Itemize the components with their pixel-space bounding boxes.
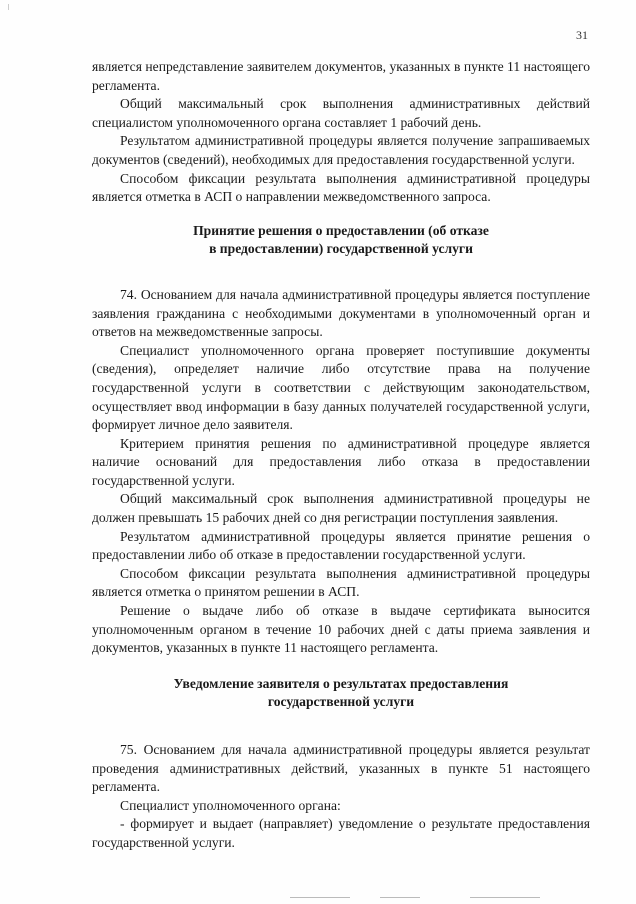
- paragraph-max-term: Общий максимальный срок выполнения административной процедуры не должен превышать 15 рабочих дней со дня регистрации поступления заявления.: [92, 491, 590, 526]
- section-heading-line: Уведомление заявителя о результатах предоставления: [173, 675, 509, 691]
- scan-artifact: [8, 4, 13, 10]
- paragraph-result: Результатом административной процедуры является получение запрашиваемых документов (сведений), необходимых для предоставления государственной услуги.: [92, 133, 590, 167]
- paragraph-list-item: - формирует и выдает (направляет) уведомление о результате предоставления государственной услуги.: [92, 816, 590, 850]
- section-heading-line: государственной услуги: [267, 694, 415, 710]
- paragraph-continuation: является непредставление заявителем документов, указанных в пункте 11 настоящего регламента.: [92, 59, 590, 93]
- section-heading-decision: [92, 222, 590, 259]
- page-content: [92, 58, 590, 853]
- scan-artifact: [470, 897, 540, 898]
- paragraph-specialist-intro: Специалист уполномоченного органа:: [120, 797, 341, 813]
- paragraph-75: 75. Основанием для начала административной процедуры является результат проведения административных действий, указанных в пункте 51 настоящего регламента.: [92, 742, 590, 795]
- scan-artifact: [380, 897, 420, 898]
- paragraph-max-term: Общий максимальный срок выполнения административных действий специалистом уполномоченного органа составляет 1 рабочий день.: [92, 96, 590, 130]
- paragraph-specialist: Специалист уполномоченного органа проверяет поступившие документы (сведения), определяет наличие либо отсутствие права на получение государственной услуги в соответствии с действующим законодательством, осуществляет ввод информации в базу данных получателей государственной услуги, формирует личное дело заявителя.: [92, 342, 590, 433]
- scan-artifact: [290, 897, 350, 898]
- section-heading-line: Принятие решения о предоставлении (об отказе: [193, 222, 489, 238]
- paragraph-74: 74. Основанием для начала административной процедуры является поступление заявления гражданина с необходимыми документами в уполномоченный орган и ответов на межведомственные запросы.: [92, 286, 590, 340]
- page-number: 31: [576, 28, 588, 42]
- section-heading-notification: [92, 675, 590, 712]
- paragraph-result: Результатом административной процедуры является принятие решения о предоставлении либо об отказе в предоставлении государственной услуги.: [92, 528, 590, 563]
- paragraph-criterion: Критерием принятия решения по административной процедуре является наличие оснований для предоставления либо отказа в предоставлении государственной услуги.: [92, 435, 590, 488]
- paragraph-fixation: Способом фиксации результата выполнения административной процедуры является отметка в АСП о направлении межведомственного запроса.: [92, 170, 590, 205]
- section-heading-line: в предоставлении) государственной услуги: [209, 241, 473, 257]
- paragraph-certificate-decision: Решение о выдаче либо об отказе в выдаче сертификата выносится уполномоченным органом в течение 10 рабочих дней с даты приема заявления и документов, указанных в пункте 11 настоящего регламента.: [92, 603, 590, 656]
- paragraph-fixation: Способом фиксации результата выполнения административной процедуры является отметка о принятом решении в АСП.: [92, 565, 590, 600]
